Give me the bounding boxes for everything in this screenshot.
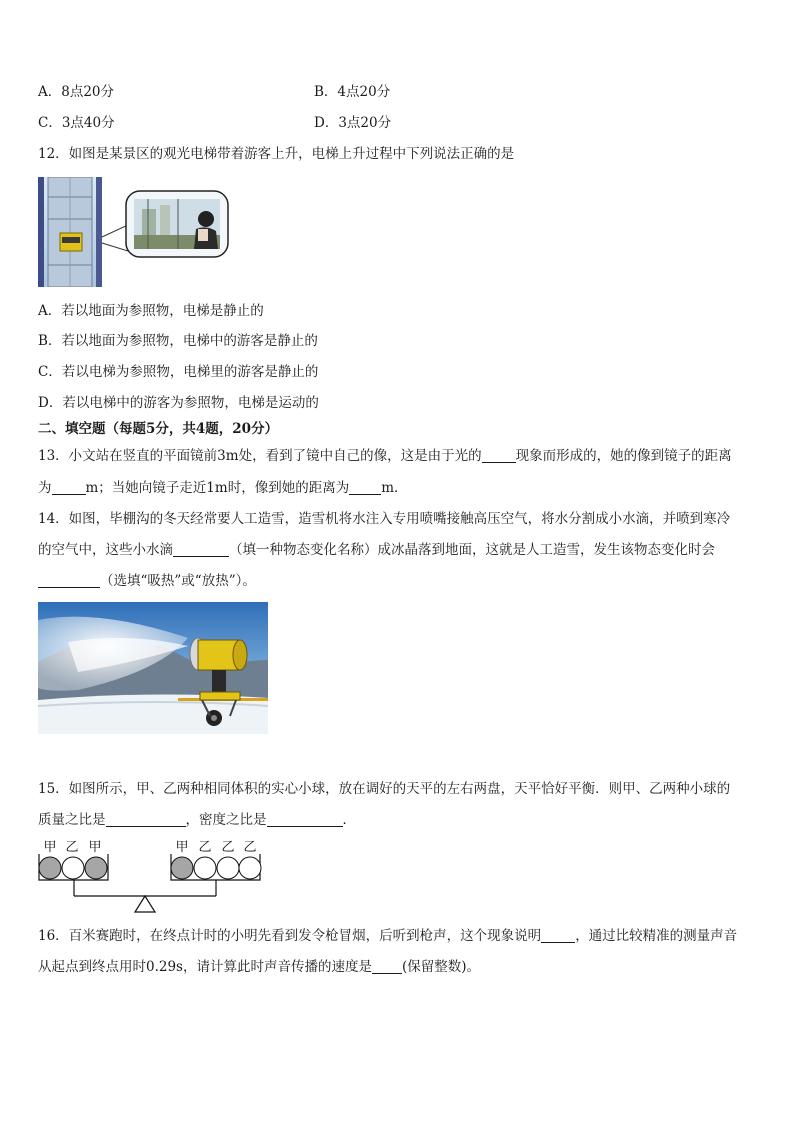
q12-stem: 12．如图是某景区的观光电梯带着游客上升，电梯上升过程中下列说法正确的是	[38, 146, 515, 162]
q12-option-a[interactable]: A．若以地面为参照物，电梯是静止的	[38, 303, 264, 319]
right-ball-label-4: 乙	[243, 840, 257, 855]
q16-text-1: 16．百米赛跑时，在终点计时的小明先看到发令枪冒烟，后听到枪声，这个现象说明	[38, 928, 542, 944]
section-2-title: 二、填空题（每题5分，共4题，20分）	[38, 421, 279, 437]
ball-yi	[217, 857, 239, 879]
q14-text-3: （选填“吸热”或“放热”）。	[100, 573, 256, 589]
q14-text-1: 的空气中，这些小水滴	[38, 542, 173, 558]
q13-blank-1[interactable]	[482, 448, 516, 463]
q14-blank-1[interactable]	[173, 542, 229, 557]
ball-jia	[85, 857, 107, 879]
q14-line-2	[38, 540, 715, 560]
q13-text-3: 为	[38, 480, 52, 496]
q13-text-4: m；当她向镜子走近1m时，像到她的距离为	[85, 480, 350, 496]
q14-line-1: 14．如图，毕棚沟的冬天经常要人工造雪，造雪机将水注入专用喷嘴接触高压空气，将水分割成小水滴，并喷到寒冷	[38, 511, 731, 527]
right-ball-label-3: 乙	[221, 840, 235, 855]
left-ball-label-3: 甲	[88, 840, 102, 855]
q13-text-2: 现象而形成的，她的像到镜子的距离	[515, 448, 732, 464]
ball-jia	[39, 857, 61, 879]
q12-option-c[interactable]: C．若以电梯为参照物，电梯里的游客是静止的	[38, 364, 319, 380]
elevator-image	[38, 177, 230, 287]
q15-blank-1[interactable]	[106, 812, 186, 827]
left-ball-label-2: 乙	[65, 840, 79, 855]
ball-yi	[62, 857, 84, 879]
q13-text-1: 13．小文站在竖直的平面镜前3m处，看到了镜中自己的像，这是由于光的	[38, 448, 482, 464]
snow-machine-image	[38, 602, 268, 734]
q13-blank-3[interactable]	[349, 480, 381, 495]
q11-options-row-1	[38, 82, 758, 102]
q14-blank-2[interactable]	[38, 573, 100, 588]
q16-blank-1[interactable]	[541, 928, 575, 943]
q11-option-d[interactable]: D．3点20分	[314, 115, 392, 131]
q15-blank-2[interactable]	[267, 812, 343, 827]
q16-blank-2[interactable]	[372, 959, 402, 974]
q15-text-2: ，密度之比是	[185, 812, 267, 828]
left-ball-label-1: 甲	[43, 840, 57, 855]
ball-yi	[194, 857, 216, 879]
q14-text-2: （填一种物态变化名称）成冰晶落到地面，这就是人工造雪，发生该物态变化时会	[229, 542, 715, 558]
q16-line-2	[38, 957, 480, 977]
q16-text-4: (保留整数)。	[402, 959, 481, 975]
q12-option-b[interactable]: B．若以地面为参照物，电梯中的游客是静止的	[38, 333, 318, 349]
q12-option-d[interactable]: D．若以电梯中的游客为参照物，电梯是运动的	[38, 395, 319, 411]
right-ball-label-2: 乙	[198, 840, 212, 855]
q15-line-2	[38, 810, 356, 830]
q13-line-2	[38, 478, 408, 498]
q11-option-a[interactable]: A．8点20分	[38, 84, 115, 100]
ball-yi	[239, 857, 261, 879]
q13-text-5: m．	[381, 480, 408, 496]
q11-option-c[interactable]: C．3点40分	[38, 115, 115, 131]
q16-text-3: 从起点到终点用时0.29s，请计算此时声音传播的速度是	[38, 959, 372, 975]
q11-options-row-2	[38, 113, 758, 133]
q14-line-3	[38, 571, 256, 591]
q11-option-b[interactable]: B．4点20分	[314, 84, 391, 100]
q13-line-1	[38, 446, 732, 466]
ball-jia	[171, 857, 193, 879]
right-ball-label-1: 甲	[175, 840, 189, 855]
q15-text-3: ．	[342, 812, 356, 828]
q13-blank-2[interactable]	[52, 480, 86, 495]
q16-line-1	[38, 926, 737, 946]
q16-text-2: ，通过比较精准的测量声音	[575, 928, 738, 944]
balance-diagram	[38, 838, 264, 914]
q15-text-1: 质量之比是	[38, 812, 106, 828]
q15-line-1: 15．如图所示，甲、乙两种相同体积的实心小球，放在调好的天平的左右两盘，天平恰好平衡．则甲、乙两种小球的	[38, 781, 731, 797]
